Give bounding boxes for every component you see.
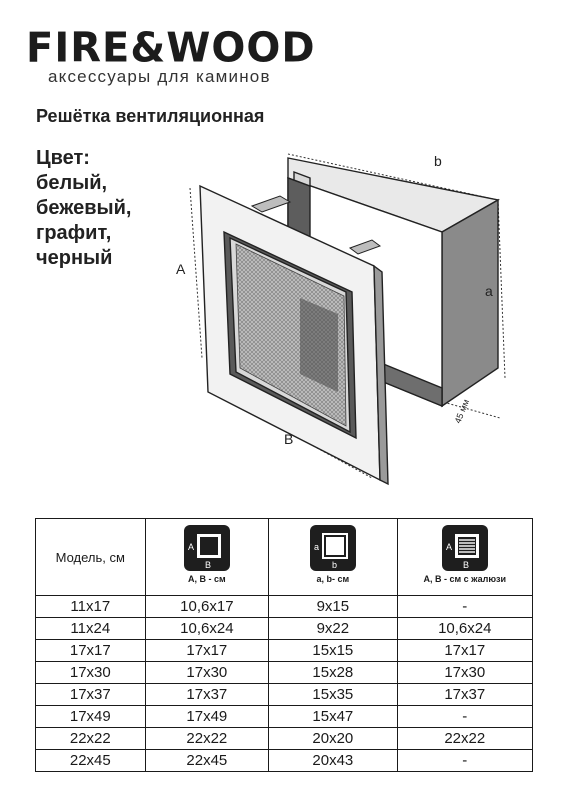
table-row: [36, 662, 533, 684]
brand-tagline: аксессуары для каминов: [48, 67, 271, 86]
table-row: [36, 640, 533, 662]
color-item-white: белый,: [36, 172, 108, 194]
header-model: Модель, см: [36, 519, 146, 596]
table-cell: 22x22: [145, 728, 269, 750]
table-cell: 17x30: [397, 662, 532, 684]
size-table: [35, 518, 533, 772]
table-row: [36, 596, 533, 618]
table-cell: 20x43: [269, 750, 397, 772]
table-cell: 17x37: [397, 684, 532, 706]
table-cell: 15x15: [269, 640, 397, 662]
color-item-beige: бежевый,: [36, 197, 132, 219]
svg-text:b: b: [331, 560, 337, 570]
svg-text:a: a: [313, 542, 319, 552]
color-list: [36, 146, 131, 271]
brand-logo: [26, 26, 346, 70]
dim-label-b: b: [434, 153, 442, 169]
dim-label-A: A: [176, 261, 186, 277]
dim-line-A: [190, 188, 202, 358]
svg-text:A: A: [445, 542, 452, 552]
header-outer-caption: A, B - см: [188, 574, 226, 584]
table-row: [36, 750, 533, 772]
table-cell: 15x35: [269, 684, 397, 706]
table-cell: 9x22: [269, 618, 397, 640]
table-cell: 17x30: [145, 662, 269, 684]
table-cell: 22x22: [397, 728, 532, 750]
dim-label-a: a: [485, 283, 493, 299]
svg-text:A: A: [187, 542, 194, 552]
table-cell: 15x28: [269, 662, 397, 684]
product-title: Решётка вентиляционная: [36, 106, 265, 126]
table-cell: 10,6x24: [397, 618, 532, 640]
brand-name: FIRE&WOOD: [26, 24, 316, 72]
header-louver-caption: A, B - см с жалюзи: [423, 574, 507, 584]
table-cell: 17x17: [397, 640, 532, 662]
table-cell: 17x17: [145, 640, 269, 662]
table-cell: 22x45: [36, 750, 146, 772]
table-cell: 17x37: [36, 684, 146, 706]
svg-text:B: B: [204, 560, 211, 570]
table-cell: -: [397, 750, 532, 772]
header-inner-size: [269, 519, 397, 596]
header-outer-size: [145, 519, 269, 596]
header-louver-size: [397, 519, 532, 596]
dim-label-B: B: [284, 431, 294, 447]
table-header-row: [36, 519, 533, 596]
table-row: [36, 706, 533, 728]
color-item-black: черный: [36, 247, 113, 269]
table-cell: 9x15: [269, 596, 397, 618]
table-row: [36, 684, 533, 706]
table-cell: 17x30: [36, 662, 146, 684]
table-cell: 22x22: [36, 728, 146, 750]
table-cell: 10,6x24: [145, 618, 269, 640]
table-cell: 17x49: [36, 706, 146, 728]
color-item-graphite: графит,: [36, 222, 112, 244]
table-cell: 11x24: [36, 618, 146, 640]
table-cell: 15x47: [269, 706, 397, 728]
dim-line-a: [498, 200, 505, 378]
header-inner-caption: a, b- см: [316, 574, 350, 584]
color-heading: Цвет:: [36, 147, 90, 169]
frame-AB-icon: [184, 525, 230, 571]
table-cell: 17x17: [36, 640, 146, 662]
frame-ab-icon: [310, 525, 356, 571]
svg-text:B: B: [462, 560, 469, 570]
frame-louver-icon: [442, 525, 488, 571]
table-cell: 20x20: [269, 728, 397, 750]
table-row: [36, 618, 533, 640]
table-cell: 17x49: [145, 706, 269, 728]
grille-drawing: [160, 148, 530, 508]
table-cell: 17x37: [145, 684, 269, 706]
table-cell: -: [397, 706, 532, 728]
table-cell: 22x45: [145, 750, 269, 772]
table-body: [36, 596, 533, 772]
dim-label-depth: 45 мм: [452, 397, 472, 425]
table-cell: -: [397, 596, 532, 618]
table-row: [36, 728, 533, 750]
table-cell: 11x17: [36, 596, 146, 618]
table-cell: 10,6x17: [145, 596, 269, 618]
